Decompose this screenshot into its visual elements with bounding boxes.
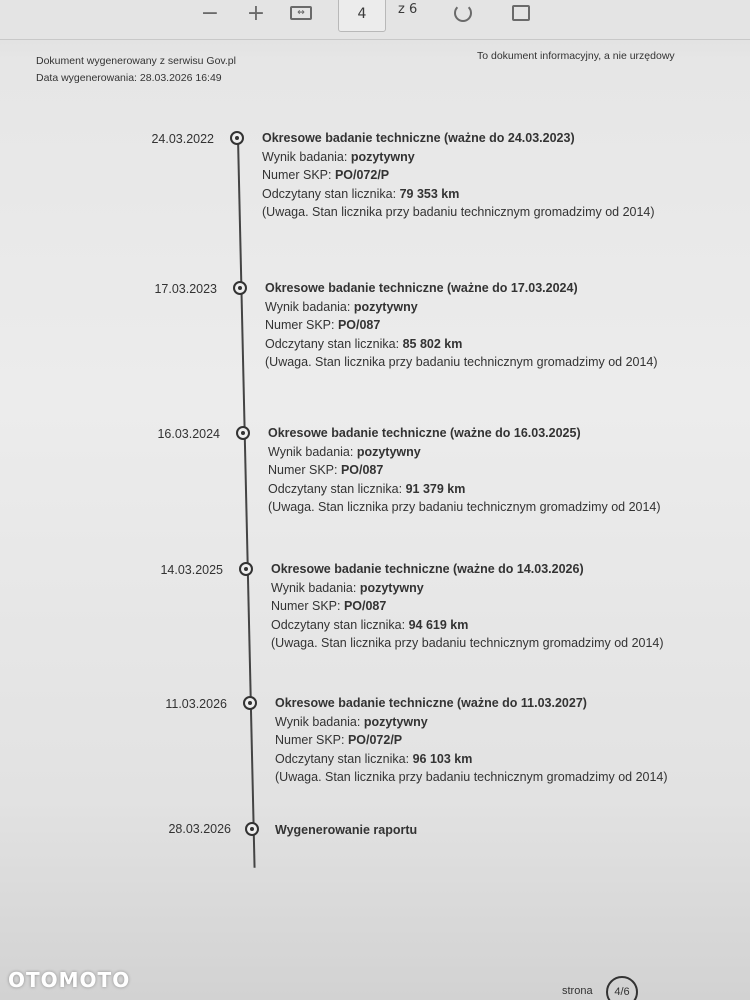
entry-result: Wynik badania: pozytywny: [262, 149, 415, 164]
entry-date: 28.03.2026: [168, 822, 231, 836]
entry-odometer: Odczytany stan licznika: 85 802 km: [265, 336, 463, 351]
plus-icon: +: [246, 0, 266, 26]
entry-odometer: Odczytany stan licznika: 96 103 km: [275, 751, 473, 766]
entry-note: (Uwaga. Stan licznika przy badaniu technicznym gromadzimy od 2014): [262, 205, 655, 219]
entry-note: (Uwaga. Stan licznika przy badaniu technicznym gromadzimy od 2014): [265, 355, 658, 369]
page-view-icon: [512, 5, 530, 21]
entry-note: (Uwaga. Stan licznika przy badaniu technicznym gromadzimy od 2014): [275, 770, 668, 784]
footer-page-number: 4/6: [606, 976, 638, 1000]
zoom-out-button[interactable]: [198, 0, 222, 26]
entry-odometer: Odczytany stan licznika: 79 353 km: [262, 186, 460, 201]
entry-date: 11.03.2026: [165, 697, 227, 711]
entry-title: Wygenerowanie raportu: [275, 823, 418, 837]
entry-result: Wynik badania: pozytywny: [265, 299, 418, 314]
entry-skp: Numer SKP: PO/072/P: [275, 733, 403, 747]
header-info-note: To dokument informacyjny, a nie urzędowy: [477, 50, 675, 62]
fit-width-icon: ↔: [290, 6, 312, 20]
entry-note: (Uwaga. Stan licznika przy badaniu technicznym gromadzimy od 2014): [268, 500, 661, 514]
header-source: Dokument wygenerowany z serwisu Gov.pl: [36, 55, 236, 67]
header-generated-date: Data wygenerowania: 28.03.2026 16:49: [36, 72, 222, 84]
entry-skp: Numer SKP: PO/072/P: [262, 168, 390, 182]
entry-title: Okresowe badanie techniczne (ważne do 16.03.2025): [268, 426, 581, 440]
zoom-in-button[interactable]: [244, 0, 268, 26]
timeline-dot-icon: [230, 131, 244, 145]
timeline-dot-icon: [236, 426, 250, 440]
entry-date: 17.03.2023: [154, 282, 217, 296]
entry-title: Okresowe badanie techniczne (ważne do 17.03.2024): [265, 281, 578, 295]
entry-result: Wynik badania: pozytywny: [271, 580, 424, 595]
rotate-button[interactable]: [450, 0, 476, 26]
document-page: [0, 41, 750, 1000]
entry-body: [271, 560, 671, 653]
entry-result: Wynik badania: pozytywny: [268, 444, 421, 459]
pdf-toolbar: [0, 0, 750, 40]
timeline-line: [237, 138, 256, 868]
page-number-input[interactable]: 4: [338, 0, 386, 32]
timeline-dot-icon: [239, 562, 253, 576]
timeline-dot-icon: [243, 696, 257, 710]
page-total-label: z 6: [398, 2, 418, 17]
entry-body: [265, 279, 665, 372]
entry-date: 24.03.2022: [151, 132, 214, 146]
rotate-icon: [454, 4, 472, 22]
entry-body: [262, 129, 662, 222]
entry-body: [275, 694, 675, 787]
entry-odometer: Odczytany stan licznika: 91 379 km: [268, 481, 466, 496]
otomoto-watermark: OTOMOTO: [8, 968, 131, 992]
page-view-button[interactable]: [508, 0, 534, 26]
entry-title: Okresowe badanie techniczne (ważne do 14.03.2026): [271, 562, 584, 576]
minus-icon: −: [200, 0, 220, 26]
fit-width-button[interactable]: [288, 0, 314, 26]
entry-body: [268, 424, 668, 517]
entry-title: Okresowe badanie techniczne (ważne do 11.03.2027): [275, 696, 587, 710]
entry-odometer: Odczytany stan licznika: 94 619 km: [271, 617, 469, 632]
entry-skp: Numer SKP: PO/087: [268, 463, 384, 477]
entry-result: Wynik badania: pozytywny: [275, 714, 428, 729]
timeline-dot-icon: [245, 822, 259, 836]
entry-date: 14.03.2025: [160, 563, 223, 577]
entry-date: 16.03.2024: [157, 427, 220, 441]
entry-skp: Numer SKP: PO/087: [271, 599, 387, 613]
entry-skp: Numer SKP: PO/087: [265, 318, 381, 332]
footer-page-label: strona: [562, 985, 593, 997]
timeline-dot-icon: [233, 281, 247, 295]
entry-title: Okresowe badanie techniczne (ważne do 24.03.2023): [262, 131, 575, 145]
entry-note: (Uwaga. Stan licznika przy badaniu technicznym gromadzimy od 2014): [271, 636, 664, 650]
entry-body: [275, 821, 675, 840]
